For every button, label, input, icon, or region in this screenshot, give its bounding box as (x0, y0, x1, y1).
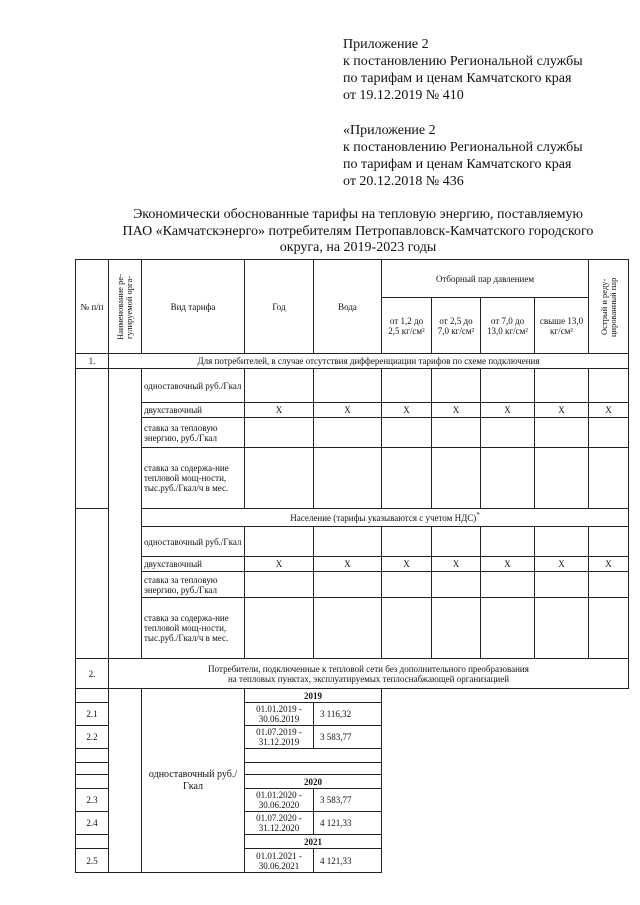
section-title (109, 659, 629, 689)
section-row (76, 354, 629, 369)
cell-empty (535, 418, 589, 448)
col-sharp-header (589, 260, 629, 354)
x-mark: X (314, 403, 382, 418)
cell-empty (245, 763, 382, 775)
cell-empty (382, 572, 432, 598)
tariff-type: ставка за содержа-ние тепловой мощ-ности, тыс.руб./Гкал/ч в мес. (142, 448, 245, 509)
cell-empty (481, 448, 535, 509)
cell-empty (314, 418, 382, 448)
cell-empty (76, 763, 109, 775)
cell-empty (76, 689, 109, 703)
section-number: 2. (76, 659, 109, 689)
x-mark: X (481, 557, 535, 572)
cell-empty (245, 418, 314, 448)
tariff-type: ставка за тепловую энергию, руб./Гкал (142, 572, 245, 598)
cell-empty (314, 527, 382, 557)
row-number: 2.3 (76, 789, 109, 812)
cell-empty (432, 448, 481, 509)
cell-empty (481, 418, 535, 448)
cell-empty (76, 835, 109, 849)
section-number: 1. (76, 354, 109, 369)
cell-empty (245, 572, 314, 598)
section-title-line: на тепловых пунктах, эксплуатируемых теплоснабжающей организацией (227, 673, 510, 684)
period: 01.01.2019 - 30.06.2019 (245, 703, 314, 726)
col-p3-header: от 7,0 до 13,0 кг/см² (481, 298, 535, 354)
year-label: 2019 (245, 689, 382, 703)
cell-empty (535, 369, 589, 403)
title-line: Экономически обоснованные тарифы на тепловую энергию, поставляемую (133, 207, 583, 222)
col-sharp-label: Острый и реду-цированный пар (598, 276, 618, 337)
footnote-mark: * (476, 510, 480, 519)
x-mark: X (382, 403, 432, 418)
year-label: 2021 (245, 835, 382, 849)
year-row (76, 689, 629, 703)
cell-empty (535, 527, 589, 557)
cell-empty (589, 527, 629, 557)
period: 01.01.2021 - 30.06.2021 (245, 849, 314, 873)
annex-line: к постановлению Региональной службы (343, 54, 583, 69)
section-title: Для потребителей, в случае отсутствия дифференциации тарифов по схеме подключения (109, 354, 629, 369)
cell-empty (589, 448, 629, 509)
title-line: ПАО «Камчатскэнерго» потребителям Петропавловск-Камчатского городского (122, 223, 594, 239)
cell-empty (314, 598, 382, 659)
tariff-type: одноставочный руб./Гкал (142, 369, 245, 403)
cell-empty (481, 598, 535, 659)
annex-line: от 20.12.2018 № 436 (343, 174, 464, 189)
document-title (78, 207, 638, 257)
cell-empty (245, 369, 314, 403)
row-number: 2.5 (76, 849, 109, 873)
annex-line: к постановлению Региональной службы (343, 140, 583, 155)
cell-org (109, 369, 142, 659)
cell-empty (432, 527, 481, 557)
col-water-header: Вода (314, 260, 382, 354)
table-row (76, 557, 629, 572)
tariff-value: 4 121,33 (314, 849, 382, 873)
annex-line: по тарифам и ценам Камчатского края (343, 157, 572, 172)
cell-empty (314, 448, 382, 509)
cell-empty (76, 369, 109, 509)
table-row (76, 418, 629, 448)
cell-empty (314, 369, 382, 403)
tariff-value: 3 583,77 (314, 789, 382, 812)
population-row (76, 509, 629, 527)
period: 01.07.2019 - 31.12.2019 (245, 726, 314, 749)
cell-empty (382, 418, 432, 448)
cell-empty (382, 598, 432, 659)
annex-line: от 19.12.2019 № 410 (343, 88, 464, 103)
row-number: 2.1 (76, 703, 109, 726)
x-mark: X (432, 403, 481, 418)
tariff-type: одноставочный руб./Гкал (142, 689, 245, 873)
cell-empty (432, 572, 481, 598)
section-row (76, 659, 629, 689)
table-row (76, 369, 629, 403)
cell-empty (481, 572, 535, 598)
tariff-value: 3 583,77 (314, 726, 382, 749)
col-p4-header: свыше 13,0 кг/см² (535, 298, 589, 354)
year-label: 2020 (245, 775, 382, 789)
x-mark: X (589, 403, 629, 418)
cell-empty (76, 775, 109, 789)
cell-empty (382, 448, 432, 509)
cell-empty (245, 527, 314, 557)
tariff-type: ставка за содержа-ние тепловой мощ-ности, тыс.руб./Гкал/ч в мес. (142, 598, 245, 659)
cell-empty (76, 749, 109, 763)
cell-empty (432, 418, 481, 448)
tariff-type: двухставочный (142, 557, 245, 572)
tariff-type: ставка за тепловую энергию, руб./Гкал (142, 418, 245, 448)
col-type-header: Вид тарифа (142, 260, 245, 354)
tariff-type: одноставочный руб./Гкал (142, 527, 245, 557)
cell-empty (382, 369, 432, 403)
annex-header (343, 36, 583, 104)
cell-empty (432, 369, 481, 403)
cell-empty (589, 369, 629, 403)
cell-empty (245, 448, 314, 509)
cell-empty (314, 572, 382, 598)
prior-annex-header (343, 122, 583, 190)
col-year-header: Год (245, 260, 314, 354)
section-title-line: Потребители, подключенные к тепловой сети без дополнительного преобразования (208, 663, 529, 674)
cell-empty (589, 598, 629, 659)
tariff-table (75, 259, 629, 873)
cell-empty (589, 572, 629, 598)
x-mark: X (481, 403, 535, 418)
cell-empty (481, 369, 535, 403)
cell-empty (245, 749, 382, 763)
tariff-type: двухставочный (142, 403, 245, 418)
x-mark: X (535, 403, 589, 418)
cell-empty (245, 598, 314, 659)
cell-empty (535, 598, 589, 659)
annex-line: «Приложение 2 (343, 123, 436, 138)
cell-empty (535, 572, 589, 598)
x-mark: X (314, 557, 382, 572)
cell-empty (589, 418, 629, 448)
col-p1-header: от 1,2 до 2,5 кг/см² (382, 298, 432, 354)
cell-empty (382, 527, 432, 557)
x-mark: X (535, 557, 589, 572)
tariff-value: 3 116,32 (314, 703, 382, 726)
cell-org (109, 689, 142, 873)
table-row (76, 598, 629, 659)
col-p2-header: от 2,5 до 7,0 кг/см² (432, 298, 481, 354)
annex-line: по тарифам и ценам Камчатского края (343, 71, 572, 86)
population-label: Население (тарифы указываются с учетом НДС) (290, 512, 477, 523)
col-org-label: Наименование ре-гулируемой орга- (115, 273, 134, 340)
col-num-header: № п/п (76, 260, 109, 354)
title-line: округа, на 2019-2023 годы (279, 240, 437, 255)
period: 01.07.2020 - 31.12.2020 (245, 812, 314, 835)
cell-empty (432, 598, 481, 659)
col-org-header (109, 260, 142, 354)
cell-empty (535, 448, 589, 509)
population-heading (142, 509, 629, 527)
table-row (76, 403, 629, 418)
tariff-value: 4 121,33 (314, 812, 382, 835)
header-row (76, 260, 629, 298)
x-mark: X (432, 557, 481, 572)
x-mark: X (245, 557, 314, 572)
col-steam-header: Отборный пар давлением (382, 260, 589, 298)
row-number: 2.4 (76, 812, 109, 835)
period: 01.01.2020 - 30.06.2020 (245, 789, 314, 812)
x-mark: X (245, 403, 314, 418)
table-row (76, 448, 629, 509)
annex-line: Приложение 2 (343, 37, 429, 52)
table-row (76, 527, 629, 557)
x-mark: X (382, 557, 432, 572)
x-mark: X (589, 557, 629, 572)
cell-blank-area (382, 689, 629, 873)
table-row (76, 572, 629, 598)
cell-empty (76, 509, 109, 659)
cell-empty (481, 527, 535, 557)
row-number: 2.2 (76, 726, 109, 749)
